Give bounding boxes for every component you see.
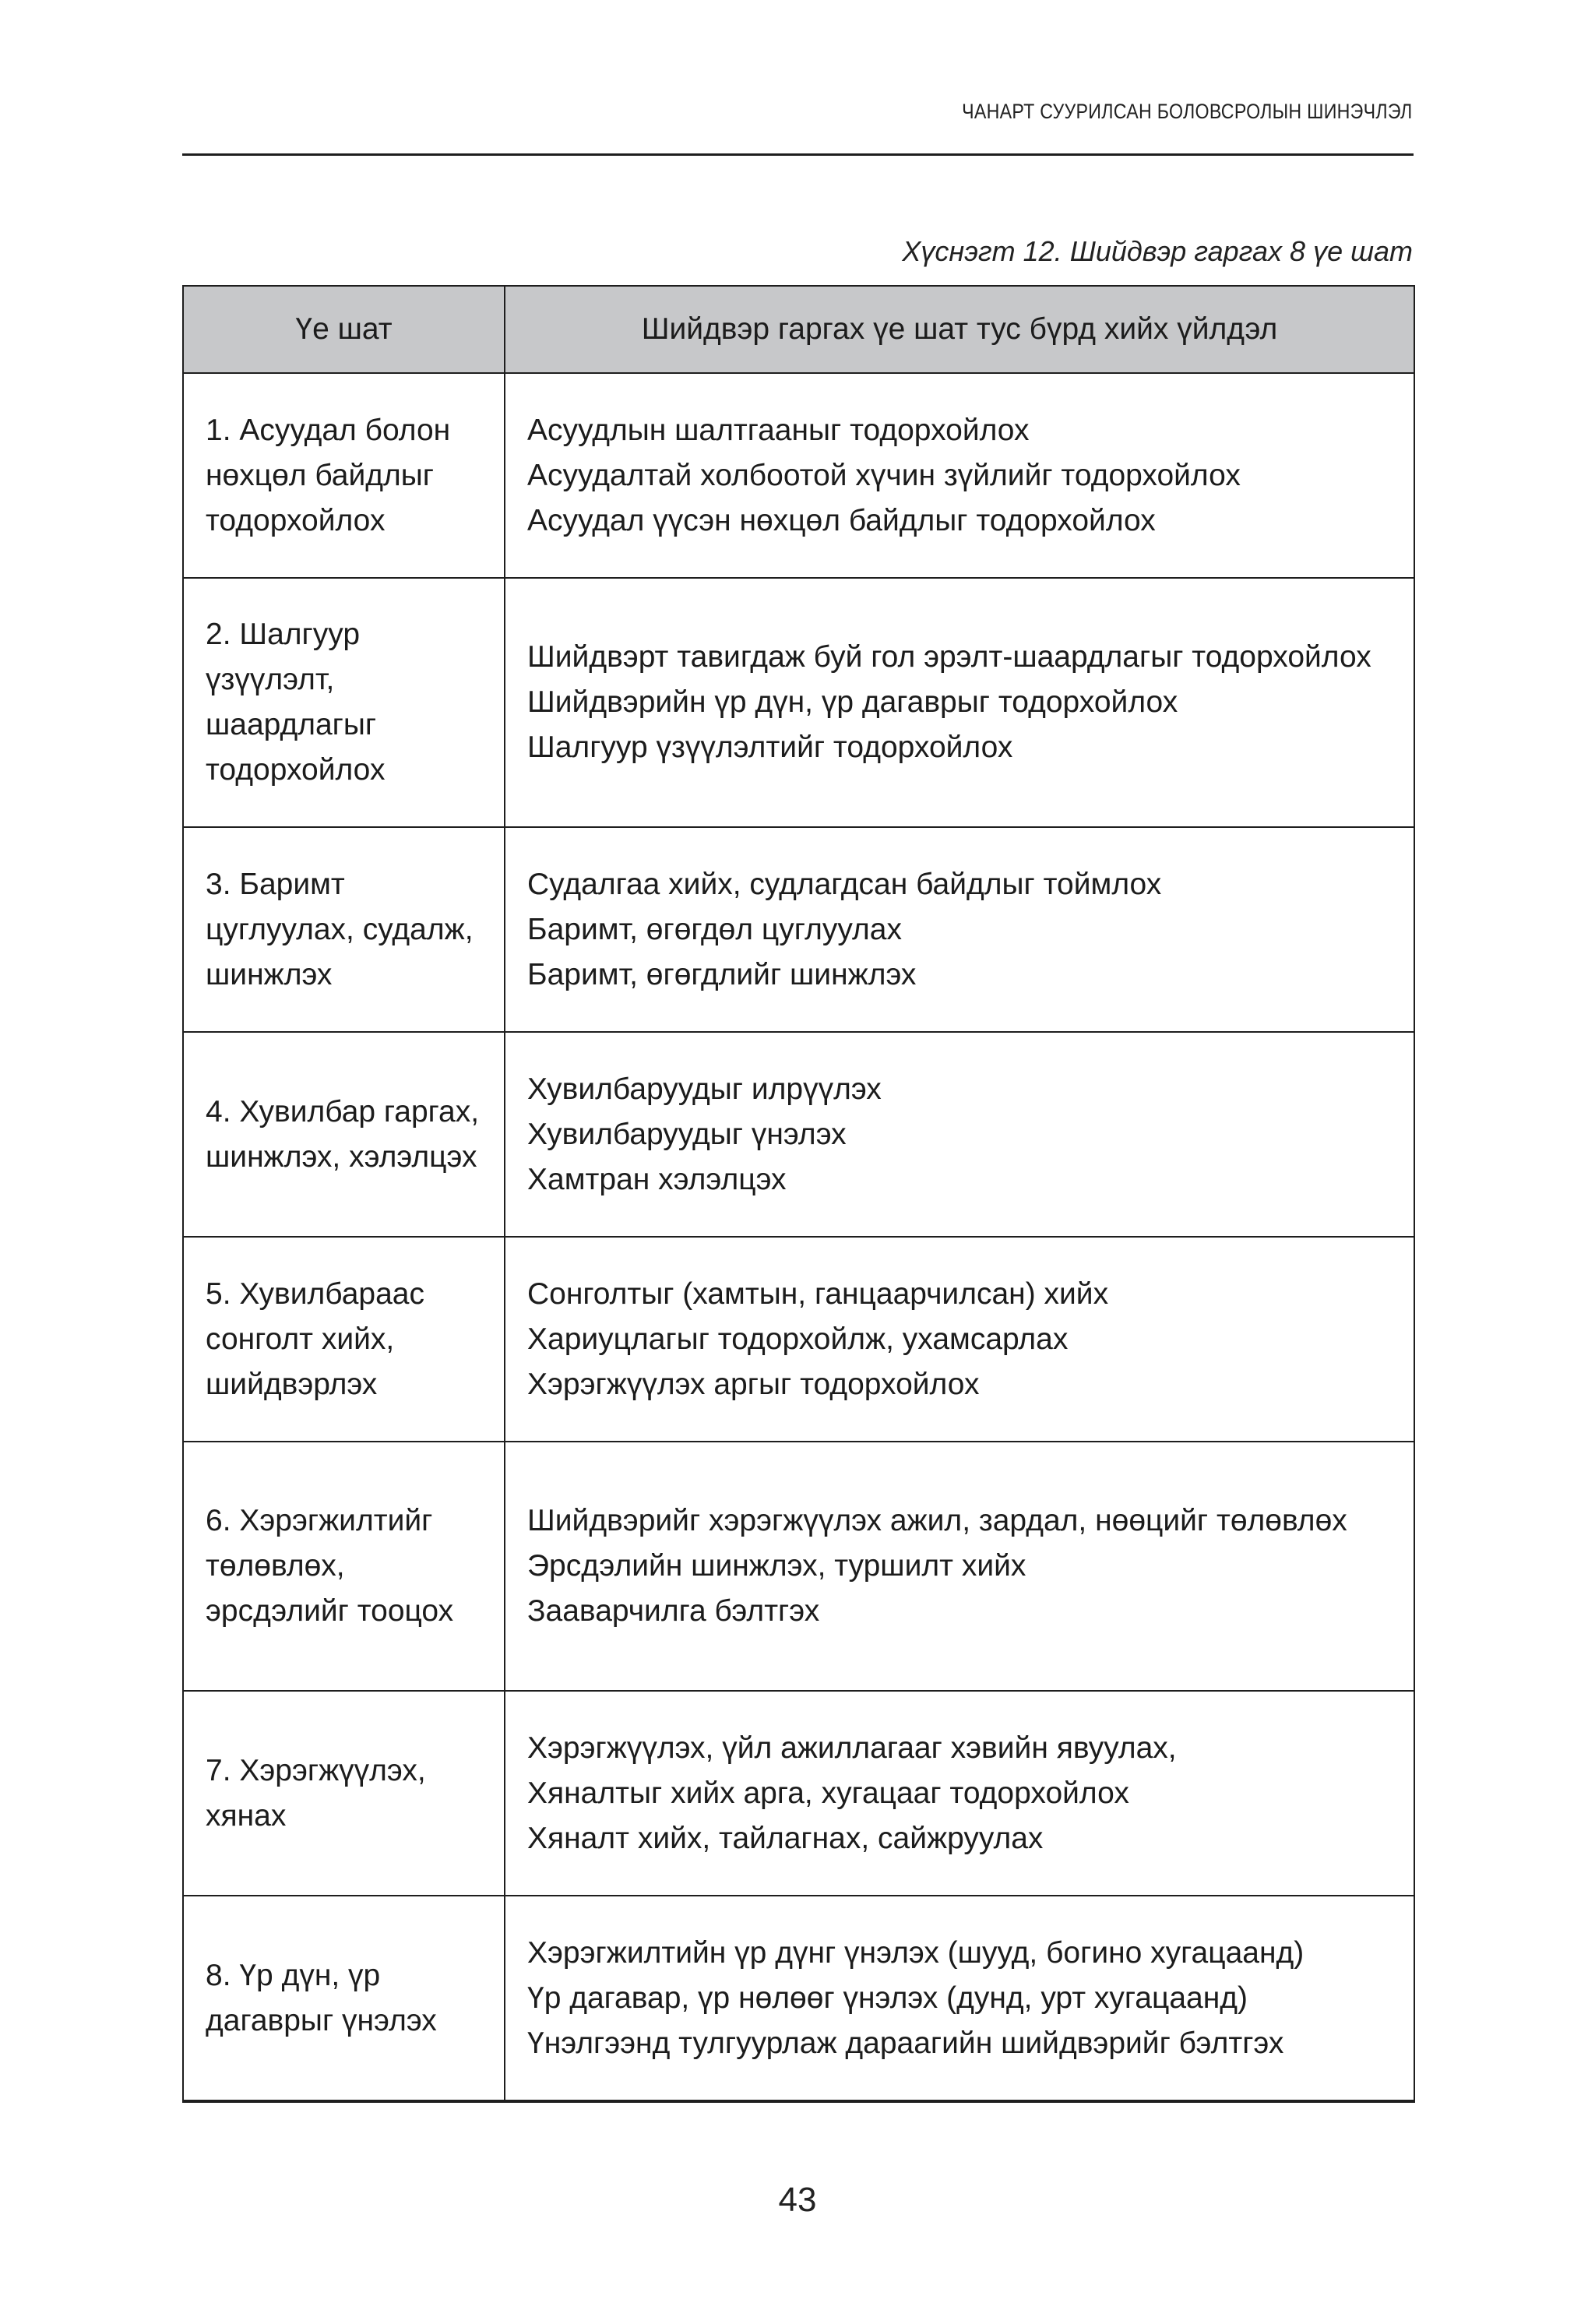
action-item: Зааварчилга бэлтгэх (527, 1594, 820, 1628)
action-item: Хувилбаруудыг илрүүлэх (527, 1072, 882, 1106)
actions-cell (505, 373, 1414, 578)
table-row (183, 1691, 1414, 1896)
action-item: Хэрэгжилтийн үр дүнг үнэлэх (шууд, богино хугацаанд) (527, 1935, 1305, 1970)
column-header-actions: Шийдвэр гаргах үе шат тус бүрд хийх үйлдэл (505, 286, 1414, 373)
action-item: Шийдвэрт тавигдаж буй гол эрэлт-шаардлагыг тодорхойлох (527, 640, 1371, 674)
stage-cell: 2. Шалгуур үзүүлэлт, шаардлагыг тодорхойлох (183, 578, 505, 827)
action-item: Хяналтыг хийх арга, хугацааг тодорхойлох (527, 1776, 1129, 1810)
column-header-stage: Үе шат (183, 286, 505, 373)
stage-cell: 6. Хэрэгжилтийг төлөвлөх, эрсдэлийг тооцох (183, 1442, 505, 1691)
action-item: Асуудлын шалтгааныг тодорхойлох (527, 413, 1030, 447)
action-item: Эрсдэлийн шинжлэх, туршилт хийх (527, 1549, 1026, 1583)
action-item: Хэрэгжүүлэх, үйл ажиллагааг хэвийн явуулах, (527, 1731, 1177, 1765)
action-item: Шийдвэрийн үр дүн, үр дагаврыг тодорхойлох (527, 685, 1178, 719)
action-item: Асуудалтай холбоотой хүчин зүйлийг тодорхойлох (527, 458, 1241, 492)
stage-cell: 4. Хувилбар гаргах, шинжлэх, хэлэлцэх (183, 1032, 505, 1237)
action-item: Хамтран хэлэлцэх (527, 1162, 787, 1196)
action-item: Хариуцлагыг тодорхойлж, ухамсарлах (527, 1322, 1069, 1356)
table-row (183, 578, 1414, 827)
action-item: Баримт, өгөгдлийг шинжлэх (527, 957, 917, 991)
stage-cell: 8. Үр дүн, үр дагаврыг үнэлэх (183, 1896, 505, 2101)
action-item: Хэрэгжүүлэх аргыг тодорхойлох (527, 1367, 980, 1401)
page-number: 43 (778, 2181, 817, 2219)
decision-stages-table (182, 285, 1415, 2103)
decision-stages-table-wrapper (182, 285, 1414, 2103)
action-item: Сонголтыг (хамтын, ганцаарчилсан) хийх (527, 1276, 1109, 1311)
actions-cell (505, 1442, 1414, 1691)
actions-cell (505, 1237, 1414, 1442)
table-row (183, 1237, 1414, 1442)
actions-cell (505, 1691, 1414, 1896)
action-item: Судалгаа хийх, судлагдсан байдлыг тоймлох (527, 867, 1162, 901)
table-caption: Хүснэгт 12. Шийдвэр гаргах 8 үе шат (902, 235, 1413, 267)
action-item: Үр дагавар, үр нөлөөг үнэлэх (дунд, урт хугацаанд) (527, 1981, 1248, 2015)
action-item: Баримт, өгөгдөл цуглуулах (527, 912, 902, 946)
table-header-row (183, 286, 1414, 373)
action-item: Асуудал үүсэн нөхцөл байдлыг тодорхойлох (527, 503, 1156, 537)
action-item: Шалгуур үзүүлэлтийг тодорхойлох (527, 731, 1013, 764)
action-item: Хувилбаруудыг үнэлэх (527, 1117, 847, 1151)
table-row (183, 827, 1414, 1032)
stage-cell: 3. Баримт цуглуулах, судалж, шинжлэх (183, 827, 505, 1032)
stage-cell: 5. Хувилбараас сонголт хийх, шийдвэрлэх (183, 1237, 505, 1442)
actions-cell (505, 827, 1414, 1032)
action-item: Үнэлгээнд тулгуурлаж дараагийн шийдвэрийг бэлтгэх (527, 2026, 1284, 2060)
actions-cell (505, 578, 1414, 827)
table-row (183, 1442, 1414, 1691)
running-header: ЧАНАРТ СУУРИЛСАН БОЛОВСРОЛЫН ШИНЭЧЛЭЛ (962, 100, 1413, 123)
stage-cell: 1. Асуудал болон нөхцөл байдлыг тодорхойлох (183, 373, 505, 578)
action-item: Хяналт хийх, тайлагнах, сайжруулах (527, 1821, 1044, 1855)
table-row (183, 1032, 1414, 1237)
header-rule (182, 153, 1414, 156)
actions-cell (505, 1896, 1414, 2101)
action-item: Шийдвэрийг хэрэгжүүлэх ажил, зардал, нөөцийг төлөвлөх (527, 1504, 1347, 1537)
stage-cell: 7. Хэрэгжүүлэх, хянах (183, 1691, 505, 1896)
table-row (183, 1896, 1414, 2101)
actions-cell (505, 1032, 1414, 1237)
table-row (183, 373, 1414, 578)
